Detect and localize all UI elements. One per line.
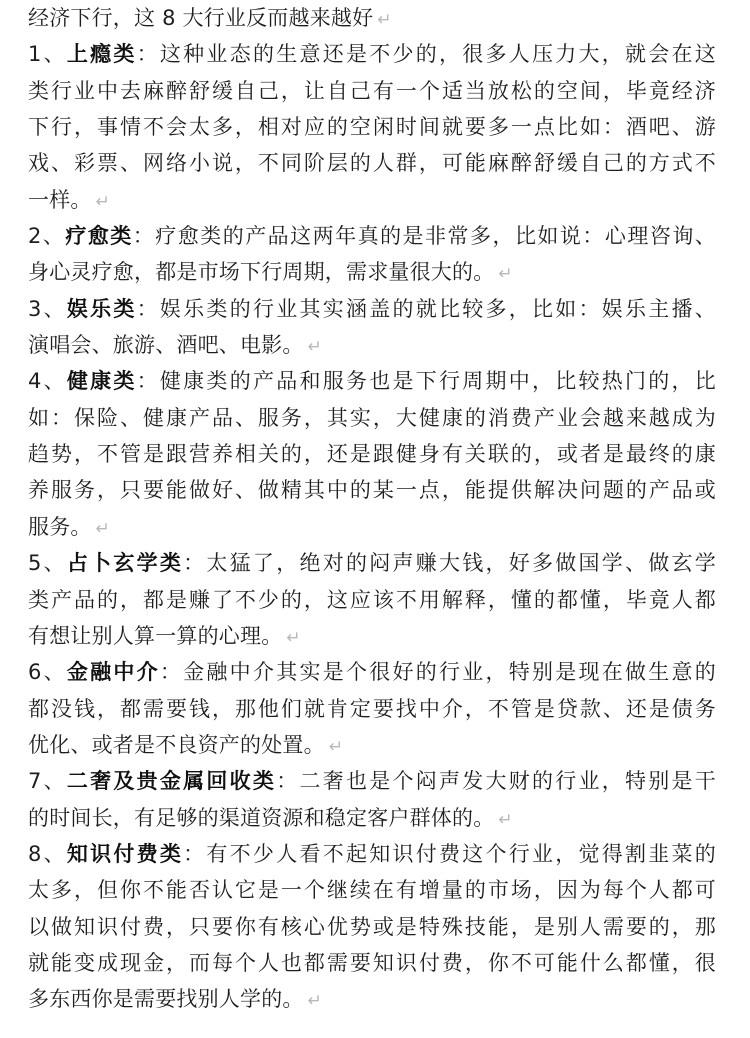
- section-entertainment: [28, 291, 728, 364]
- section-heading: 金融中介: [66, 660, 160, 685]
- section-heading: 知识付费类: [66, 841, 184, 866]
- section-text: 太猛了，绝对的闷声赚大钱，好多做国学、做玄学: [206, 551, 716, 576]
- section-line-last: [28, 618, 728, 654]
- paragraph-mark-icon: ↵: [498, 809, 513, 830]
- section-line: [28, 363, 716, 399]
- section-number: 6、: [28, 660, 67, 685]
- section-line: 就能变成现金，而每个人也都需要知识付费，你不可能什么都懂，很: [28, 950, 716, 975]
- colon: ：: [132, 224, 156, 249]
- section-number: 3、: [28, 296, 67, 321]
- document-title: [28, 0, 728, 36]
- section-line: [28, 836, 716, 872]
- section-addictive: [28, 36, 728, 218]
- paragraph-mark-icon: ↵: [328, 736, 344, 757]
- colon: ：: [276, 769, 300, 794]
- section-line-last: [28, 800, 728, 836]
- section-text: 服务。: [28, 514, 92, 539]
- colon: ：: [183, 551, 207, 576]
- section-text: 健康类的产品和服务也是下行周期中，比较热门的，比: [159, 369, 716, 394]
- section-heading: 疗愈类: [65, 224, 133, 249]
- section-line-last: [28, 327, 728, 363]
- section-text: 有想让别人算一算的心理。: [28, 623, 283, 648]
- section-line: 戏、彩票、网络小说，不同阶层的人群，可能麻醉舒缓自己的方式不: [28, 151, 716, 176]
- section-line: [28, 291, 716, 327]
- section-line: 趋势，不管是跟营养相关的，还是跟健身有关联的，或者是最终的康: [28, 442, 716, 467]
- section-number: 2、: [28, 224, 66, 249]
- section-number: 1、: [28, 42, 67, 67]
- section-text: 多东西你是需要找别人学的。: [28, 987, 304, 1012]
- colon: ：: [159, 660, 184, 685]
- section-line-last: [28, 182, 728, 218]
- section-line: [28, 763, 716, 799]
- section-text: 优化、或者是不良资产的处置。: [28, 732, 325, 757]
- paragraph-mark-icon: ↵: [377, 10, 392, 30]
- section-number: 4、: [28, 369, 67, 394]
- section-text: 娱乐类的行业其实涵盖的就比较多，比如：娱乐主播、: [159, 296, 716, 321]
- section-heading: 健康类: [66, 369, 137, 394]
- section-heading: 上瘾类: [66, 42, 137, 67]
- section-text: 二奢也是个闷声发大财的行业，特别是干: [299, 769, 716, 794]
- paragraph-mark-icon: ↵: [307, 991, 323, 1012]
- section-line: 下行，事情不会太多，相对应的空闲时间就要多一点比如：酒吧、游: [28, 115, 716, 140]
- section-health: [28, 363, 728, 545]
- section-line: 太多，但你不能否认它是一个继续在有增量的市场，因为每个人都可: [28, 878, 716, 903]
- section-text: 的时间长，有足够的渠道资源和稳定客户群体的。: [28, 805, 495, 830]
- section-text: 疗愈类的产品这两年真的是非常多，比如说：心理咨询、: [155, 224, 717, 249]
- section-text: 演唱会、旅游、酒吧、电影。: [28, 333, 304, 358]
- section-line: 以做知识付费，只要你有核心优势或是特殊技能，是别人需要的，那: [28, 914, 716, 939]
- section-line: [28, 545, 716, 581]
- paragraph-mark-icon: ↵: [286, 627, 301, 648]
- section-line: [28, 218, 716, 254]
- colon: ：: [136, 296, 160, 321]
- section-heading: 娱乐类: [66, 296, 137, 321]
- section-line: 养服务，只要能做好、做精其中的某一点，能提供解决问题的产品或: [28, 478, 716, 503]
- colon: ：: [136, 369, 160, 394]
- section-divination: [28, 545, 728, 654]
- section-number: 5、: [28, 551, 67, 576]
- title-text: 经济下行，这 8 大行业反而越来越好: [28, 6, 374, 30]
- section-knowledge-payment: [28, 836, 728, 1018]
- section-line-last: [28, 509, 728, 545]
- section-luxury-recycling: [28, 763, 728, 836]
- section-line-last: [28, 981, 728, 1017]
- section-text: 一样。: [28, 187, 92, 212]
- paragraph-mark-icon: ↵: [95, 518, 111, 539]
- section-text: 有不少人看不起知识付费这个行业，觉得割韭菜的: [206, 841, 716, 866]
- section-line: 如：保险、健康产品、服务，其实，大健康的消费产业会越来越成为: [28, 405, 716, 430]
- section-number: 8、: [28, 841, 67, 866]
- section-text: 这种业态的生意还是不少的，很多人压力大，就会在这: [159, 42, 716, 67]
- colon: ：: [183, 841, 207, 866]
- section-line: 都没钱，都需要钱，那他们就肯定要找中介，不管是贷款、还是债务: [28, 696, 716, 721]
- section-text: 金融中介其实是个很好的行业，特别是现在做生意的: [183, 660, 716, 685]
- section-heading: 二奢及贵金属回收类: [66, 769, 277, 794]
- section-line-last: [28, 727, 728, 763]
- section-line: [28, 36, 716, 72]
- section-heading: 占卜玄学类: [66, 551, 184, 576]
- paragraph-mark-icon: ↵: [307, 337, 323, 358]
- paragraph-mark-icon: ↵: [95, 191, 111, 212]
- section-financial-agency: [28, 654, 728, 763]
- section-line-last: [28, 254, 728, 290]
- paragraph-mark-icon: ↵: [498, 264, 513, 285]
- section-line: 类行业中去麻醉舒缓自己，让自己有一个适当放松的空间，毕竟经济: [28, 78, 716, 103]
- document-body: [28, 0, 728, 1018]
- section-number: 7、: [28, 769, 67, 794]
- colon: ：: [136, 42, 160, 67]
- section-line: [28, 654, 716, 690]
- section-healing: [28, 218, 728, 291]
- section-text: 身心灵疗愈，都是市场下行周期，需求量很大的。: [28, 260, 495, 285]
- section-line: 类产品的，都是赚了不少的，这应该不用解释，懂的都懂，毕竟人都: [28, 587, 716, 612]
